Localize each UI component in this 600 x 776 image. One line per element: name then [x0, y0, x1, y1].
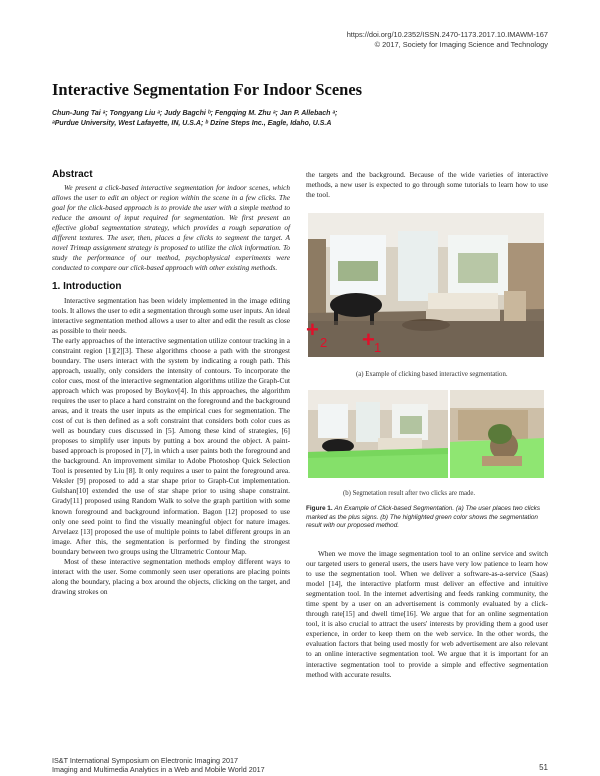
intro-heading: 1. Introduction: [52, 281, 122, 293]
left-column: [52, 170, 290, 597]
copyright: © 2017, Society for Imaging Science and Technology: [374, 39, 548, 49]
author-affiliations: ᵃPurdue University, West Lafayette, IN, U.S.A; ᵇ Dzine Steps Inc., Eagle, Idaho, U.S.A: [52, 120, 332, 127]
figure-1-label: Figure 1.: [306, 505, 333, 512]
living-room-scene-a: [308, 213, 544, 357]
author-names: Chun-Jung Tai ᵃ; Tongyang Liu ᵃ; Judy Bagchi ᵇ; Fengqing M. Zhu ᵃ; Jan P. Allebach ᵃ;: [52, 110, 338, 117]
figure-1-caption: [306, 505, 548, 531]
abstract-heading: Abstract: [52, 169, 93, 180]
right-column-top: [306, 170, 548, 200]
author-block: [52, 109, 337, 129]
figure-1b-images: [308, 390, 544, 478]
doi-link[interactable]: https://doi.org/10.2352/ISSN.2470-1173.2017.10.IMAWM-167: [346, 30, 548, 39]
right-paragraph-0: the targets and the background. Because of the wide varieties of interactive methods, a new user is expected to go through some tutorials to learn how to use the tool.: [306, 170, 548, 200]
figure-1-caption-text: An Example of Click-based Segmentation. (a) The user places two clicks marked as the plus signs. (b) The highlighted green color shows the segmentation result with our proposed method.: [306, 505, 541, 530]
click-marker-plus-icon: +: [306, 317, 319, 342]
figure-1a-subcaption: (a) Example of clicking based interactive segmentation.: [356, 371, 508, 378]
segmentation-result-scene-b: [308, 390, 544, 478]
footer-conference: IS&T International Symposium on Electronic Imaging 2017: [52, 756, 239, 765]
footer: [52, 756, 265, 774]
figure-1a-image: [308, 213, 544, 357]
click-marker-plus-icon: +: [362, 327, 375, 352]
right-paragraph-1: When we move the image segmentation tool to an online service and switch our targeted users to general users, the users have very low patience to learn how to use the segmentation tool. When we deliver a software-as-a-service (Saas) model [14], the interactive platform must deliver an effective and intuitive segmentation tool. In the internet advertising and feeds ranking community, the time spent by a user on an advertisement is commonly evaluated by a click-through rate[15] and dwell time[16]. We argue that for an online segmentation tool, it is also crucial to attract the users' interests by providing them a good user experience, in order to keep them on the web service. In the other words, the evaluation factors that being used mostly for web advertisement are also relevant to an online interactive segmentation tool. We argue that it is important for an interactive segmentation tool to provide a simple and effective segmentation method with accurate results.: [306, 549, 548, 679]
intro-paragraph-2: The early approaches of the interactive segmentation utilize contour tracking in a constraint region [1][2][3]. These algorithms choose a path with the strongest boundary. The users interact with the system by indicating a rough path. This approach, usually, only considers the intensity of contours. To incorporate the color cues, most of the interactive segmentation algorithms utilize the Graph-Cut approach which was proposed by Boykov[4]. In this approaches, the algorithm requires the user to place a hard constraint on the foreground and the background areas, and it treats the user inputs as the empirical cues for segmentation. The cost of cut is then defined as a soft constraint that considers both color cues as well as boundary cues discussed in [5]. Among these kind of strategies, [6] proposes to simplify user inputs by putting a box around the object. A paint-based approach is proposed in [7], in which a user paints both the foreground and the background. An improvement similar to Adobe Photoshop Quick Selection Tool is presented by Liu [8]. It only requires a user to paint the foreground area. Veksler [9] proposed to add a star shape prior to Graph-Cut implementation. Gulshan[10] extended the use of star shape prior to using shape constraint. Grady[11] proposed using Random Walk to solve the graph partition with some known foreground and background information. Bagon [12] proposed to use only one seed point to find the visually meaningful object for nature images. Arvelaez [13] proposed the use of multiple points to label different groups in an image. After this, the segmentation is performed by finding the strongest boundary between two groups using the Ultrametric Contour Map.: [52, 335, 290, 556]
intro-paragraph-1: Interactive segmentation has been widely implemented in the image editing tools. It allows the user to edit a segmentation through some user inputs. An ideal interactive segmentation method allows a user to alter and edit the result as close as possible to their needs.: [52, 295, 290, 335]
page-number: 51: [539, 763, 548, 772]
right-column-bottom: [306, 549, 548, 680]
click-marker-1-label: 1: [374, 340, 382, 355]
abstract-text: We present a click-based interactive segmentation for indoor scenes, which allows the user to edit an object or region within the scene in a few clicks. The goal for the click-based approach is to provide the user with a simple method to reduce the amount of input required for segmentation. We first present an effective global segmentation strategy, which provides a rough separation of different textures. The user, then, places a few clicks to segment the target. A novel Trimap assignment strategy is proposed to utilize the click information. To study the performance of our method, psychophysical experiments were conducted to compare our click-based approach with other existing methods.: [52, 183, 290, 273]
footer-track: Imaging and Multimedia Analytics in a Web and Mobile World 2017: [52, 765, 265, 775]
doi-header: [347, 30, 548, 49]
paper-title: Interactive Segmentation For Indoor Scenes: [52, 80, 363, 99]
click-marker-2-label: 2: [320, 335, 328, 350]
figure-1b-subcaption: (b) Segmetation result after two clicks are made.: [343, 490, 476, 497]
intro-paragraph-3: Most of these interactive segmentation methods employ different ways to interact with the user. Some commonly seen user operations are placing points along the boundary, placing a box around the objects, clicking on the target, and drawing strokes on: [52, 556, 290, 596]
